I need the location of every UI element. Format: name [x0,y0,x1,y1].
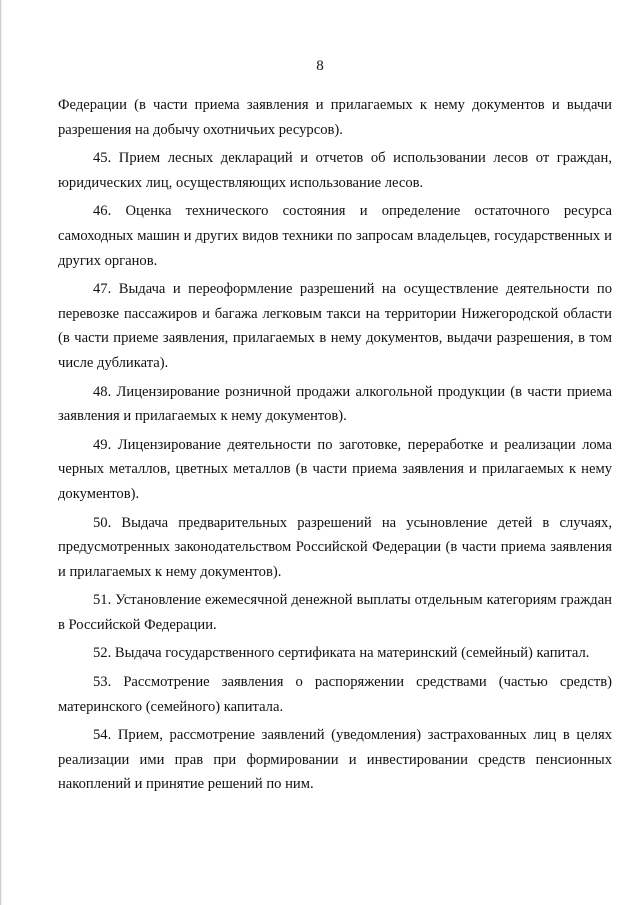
paragraph-item-46: 46. Оценка технического состояния и определение остаточного ресурса самоходных машин и других видов техники по запросам владельцев, государственных и других органов. [58,203,612,269]
document-body [58,93,612,797]
paragraph-item-48: 48. Лицензирование розничной продажи алкогольной продукции (в части приема заявления и прилагаемых к нему документов). [58,383,612,425]
paragraph-item-54: 54. Прием, рассмотрение заявлений (уведомления) застрахованных лиц в целях реализации ими прав при формировании и инвестировании средств пенсионных накоплений и принятие решений по ним. [58,727,612,793]
paragraph-item-49: 49. Лицензирование деятельности по заготовке, переработке и реализации лома черных металлов, цветных металлов (в части приема заявления и прилагаемых к нему документов). [58,436,612,502]
page-number: 8 [316,58,324,74]
paragraph-item-50: 50. Выдача предварительных разрешений на усыновление детей в случаях, предусмотренных законодательством Российской Федерации (в части приема заявления и прилагаемых к нему документов). [58,514,612,580]
paragraph-item-51: 51. Установление ежемесячной денежной выплаты отдельным категориям граждан в Российской Федерации. [58,592,612,633]
paragraph-item-47: 47. Выдача и переоформление разрешений на осуществление деятельности по перевозке пассажиров и багажа легковым такси на территории Нижегородской области (в части приеме заявления, прилагаемых в нему документов, выдачи разрешения, в том числе дубликата). [58,281,612,371]
paragraph-continuation: Федерации (в части приема заявления и прилагаемых к нему документов и выдачи разрешения на добычу охотничьих ресурсов). [58,97,612,138]
paragraph-item-52: 52. Выдача государственного сертификата на материнский (семейный) капитал. [93,645,590,662]
scan-edge-shadow [0,0,2,905]
paragraph-item-45: 45. Прием лесных деклараций и отчетов об использовании лесов от граждан, юридических лиц, осуществляющих использование лесов. [58,150,612,191]
paragraph-item-53: 53. Рассмотрение заявления о распоряжении средствами (частью средств) материнского (семейного) капитала. [58,674,612,715]
